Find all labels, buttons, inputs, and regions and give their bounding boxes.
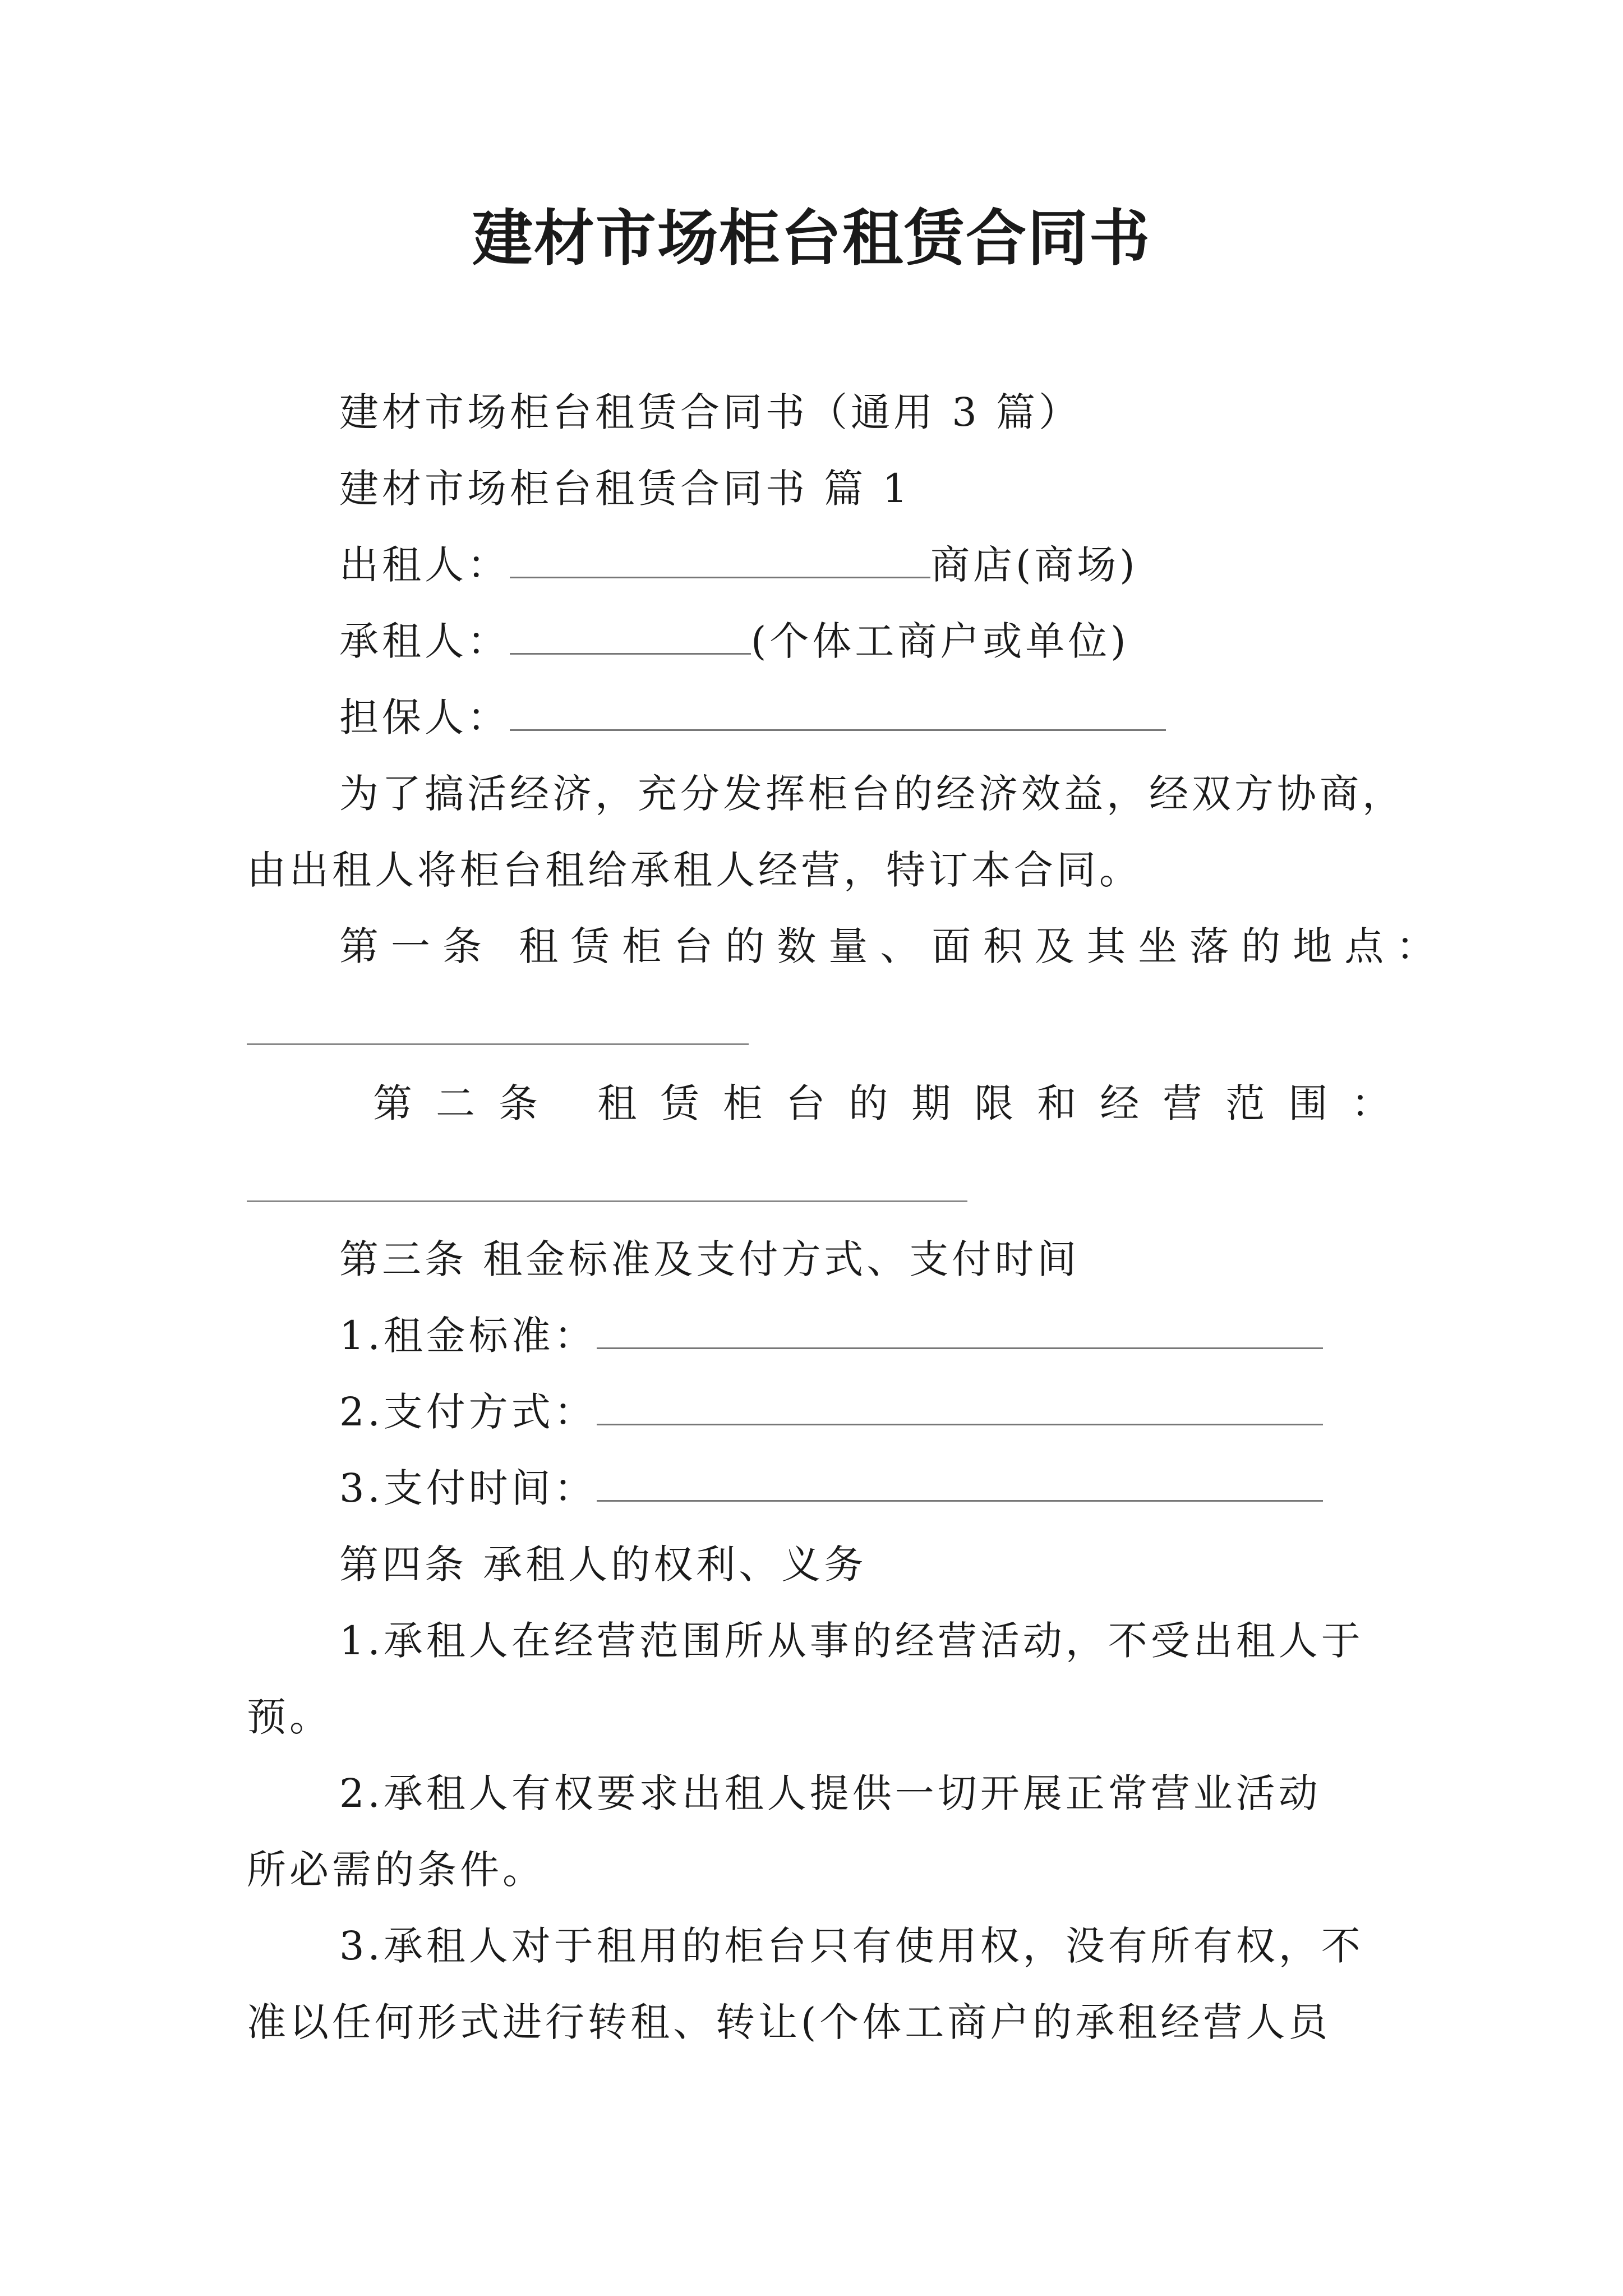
guarantor-line — [339, 692, 1166, 743]
rent-standard-blank[interactable] — [597, 1313, 1323, 1349]
right-2-line-1: 2.承租人有权要求出租人提供一切开展正常营业活动 — [339, 1770, 1321, 1816]
right-3-line-2: 准以任何形式进行转租、转让(个体工商户的承租经营人员 — [247, 1999, 1331, 2045]
lessor-blank[interactable] — [510, 542, 930, 578]
section-heading: 建材市场柜台租赁合同书 篇 1 — [339, 466, 911, 512]
article-1-text: 第一条 租赁柜台的数量、面积及其坐落的地点： — [339, 923, 1448, 969]
lessee-suffix: (个体工商户或单位) — [751, 618, 1129, 664]
document-subtitle: 建材市场柜台租赁合同书（通用 3 篇） — [339, 389, 1082, 435]
right-1-line-1: 1.承租人在经营范围所从事的经营活动，不受出租人于 — [339, 1618, 1364, 1664]
intro-line-2: 由出租人将柜台租给承租人经营，特订本合同。 — [247, 847, 1142, 893]
lessor-suffix: 商店(商场) — [930, 542, 1138, 588]
article-3: 第三条 租金标准及支付方式、支付时间 — [339, 1236, 1080, 1282]
document-title: 建材市场柜台租赁合同书 — [472, 203, 1151, 274]
payment-time-label: 3.支付时间： — [339, 1465, 597, 1511]
article-2 — [373, 1078, 1414, 1129]
right-1-line-2: 预。 — [247, 1694, 332, 1740]
article-2-text: 第二条 租赁柜台的期限和经营范围： — [373, 1080, 1414, 1126]
guarantor-blank[interactable] — [510, 694, 1166, 731]
lessor-line — [339, 540, 1138, 590]
article-4: 第四条 承租人的权利、义务 — [339, 1542, 867, 1588]
article-1 — [339, 921, 1448, 972]
payment-method-blank[interactable] — [597, 1389, 1323, 1425]
lessee-line — [339, 616, 1129, 666]
right-3-line-1: 3.承租人对于租用的柜台只有使用权，没有所有权，不 — [339, 1923, 1364, 1969]
article-2-blank[interactable] — [247, 1200, 967, 1202]
payment-time-line — [339, 1463, 1323, 1513]
guarantor-label: 担保人： — [339, 694, 510, 740]
rent-standard-label: 1.租金标准： — [339, 1313, 597, 1359]
payment-method-label: 2.支付方式： — [339, 1389, 597, 1435]
article-1-blank[interactable] — [247, 1043, 749, 1045]
intro-line-1: 为了搞活经济，充分发挥柜台的经济效益，经双方协商， — [339, 771, 1405, 817]
right-2-line-2: 所必需的条件。 — [247, 1847, 545, 1893]
payment-time-blank[interactable] — [597, 1465, 1323, 1502]
lessee-blank[interactable] — [510, 618, 751, 655]
payment-method-line — [339, 1387, 1323, 1437]
lessee-label: 承租人： — [339, 618, 510, 664]
lessor-label: 出租人： — [339, 542, 510, 588]
rent-standard-line — [339, 1310, 1323, 1361]
